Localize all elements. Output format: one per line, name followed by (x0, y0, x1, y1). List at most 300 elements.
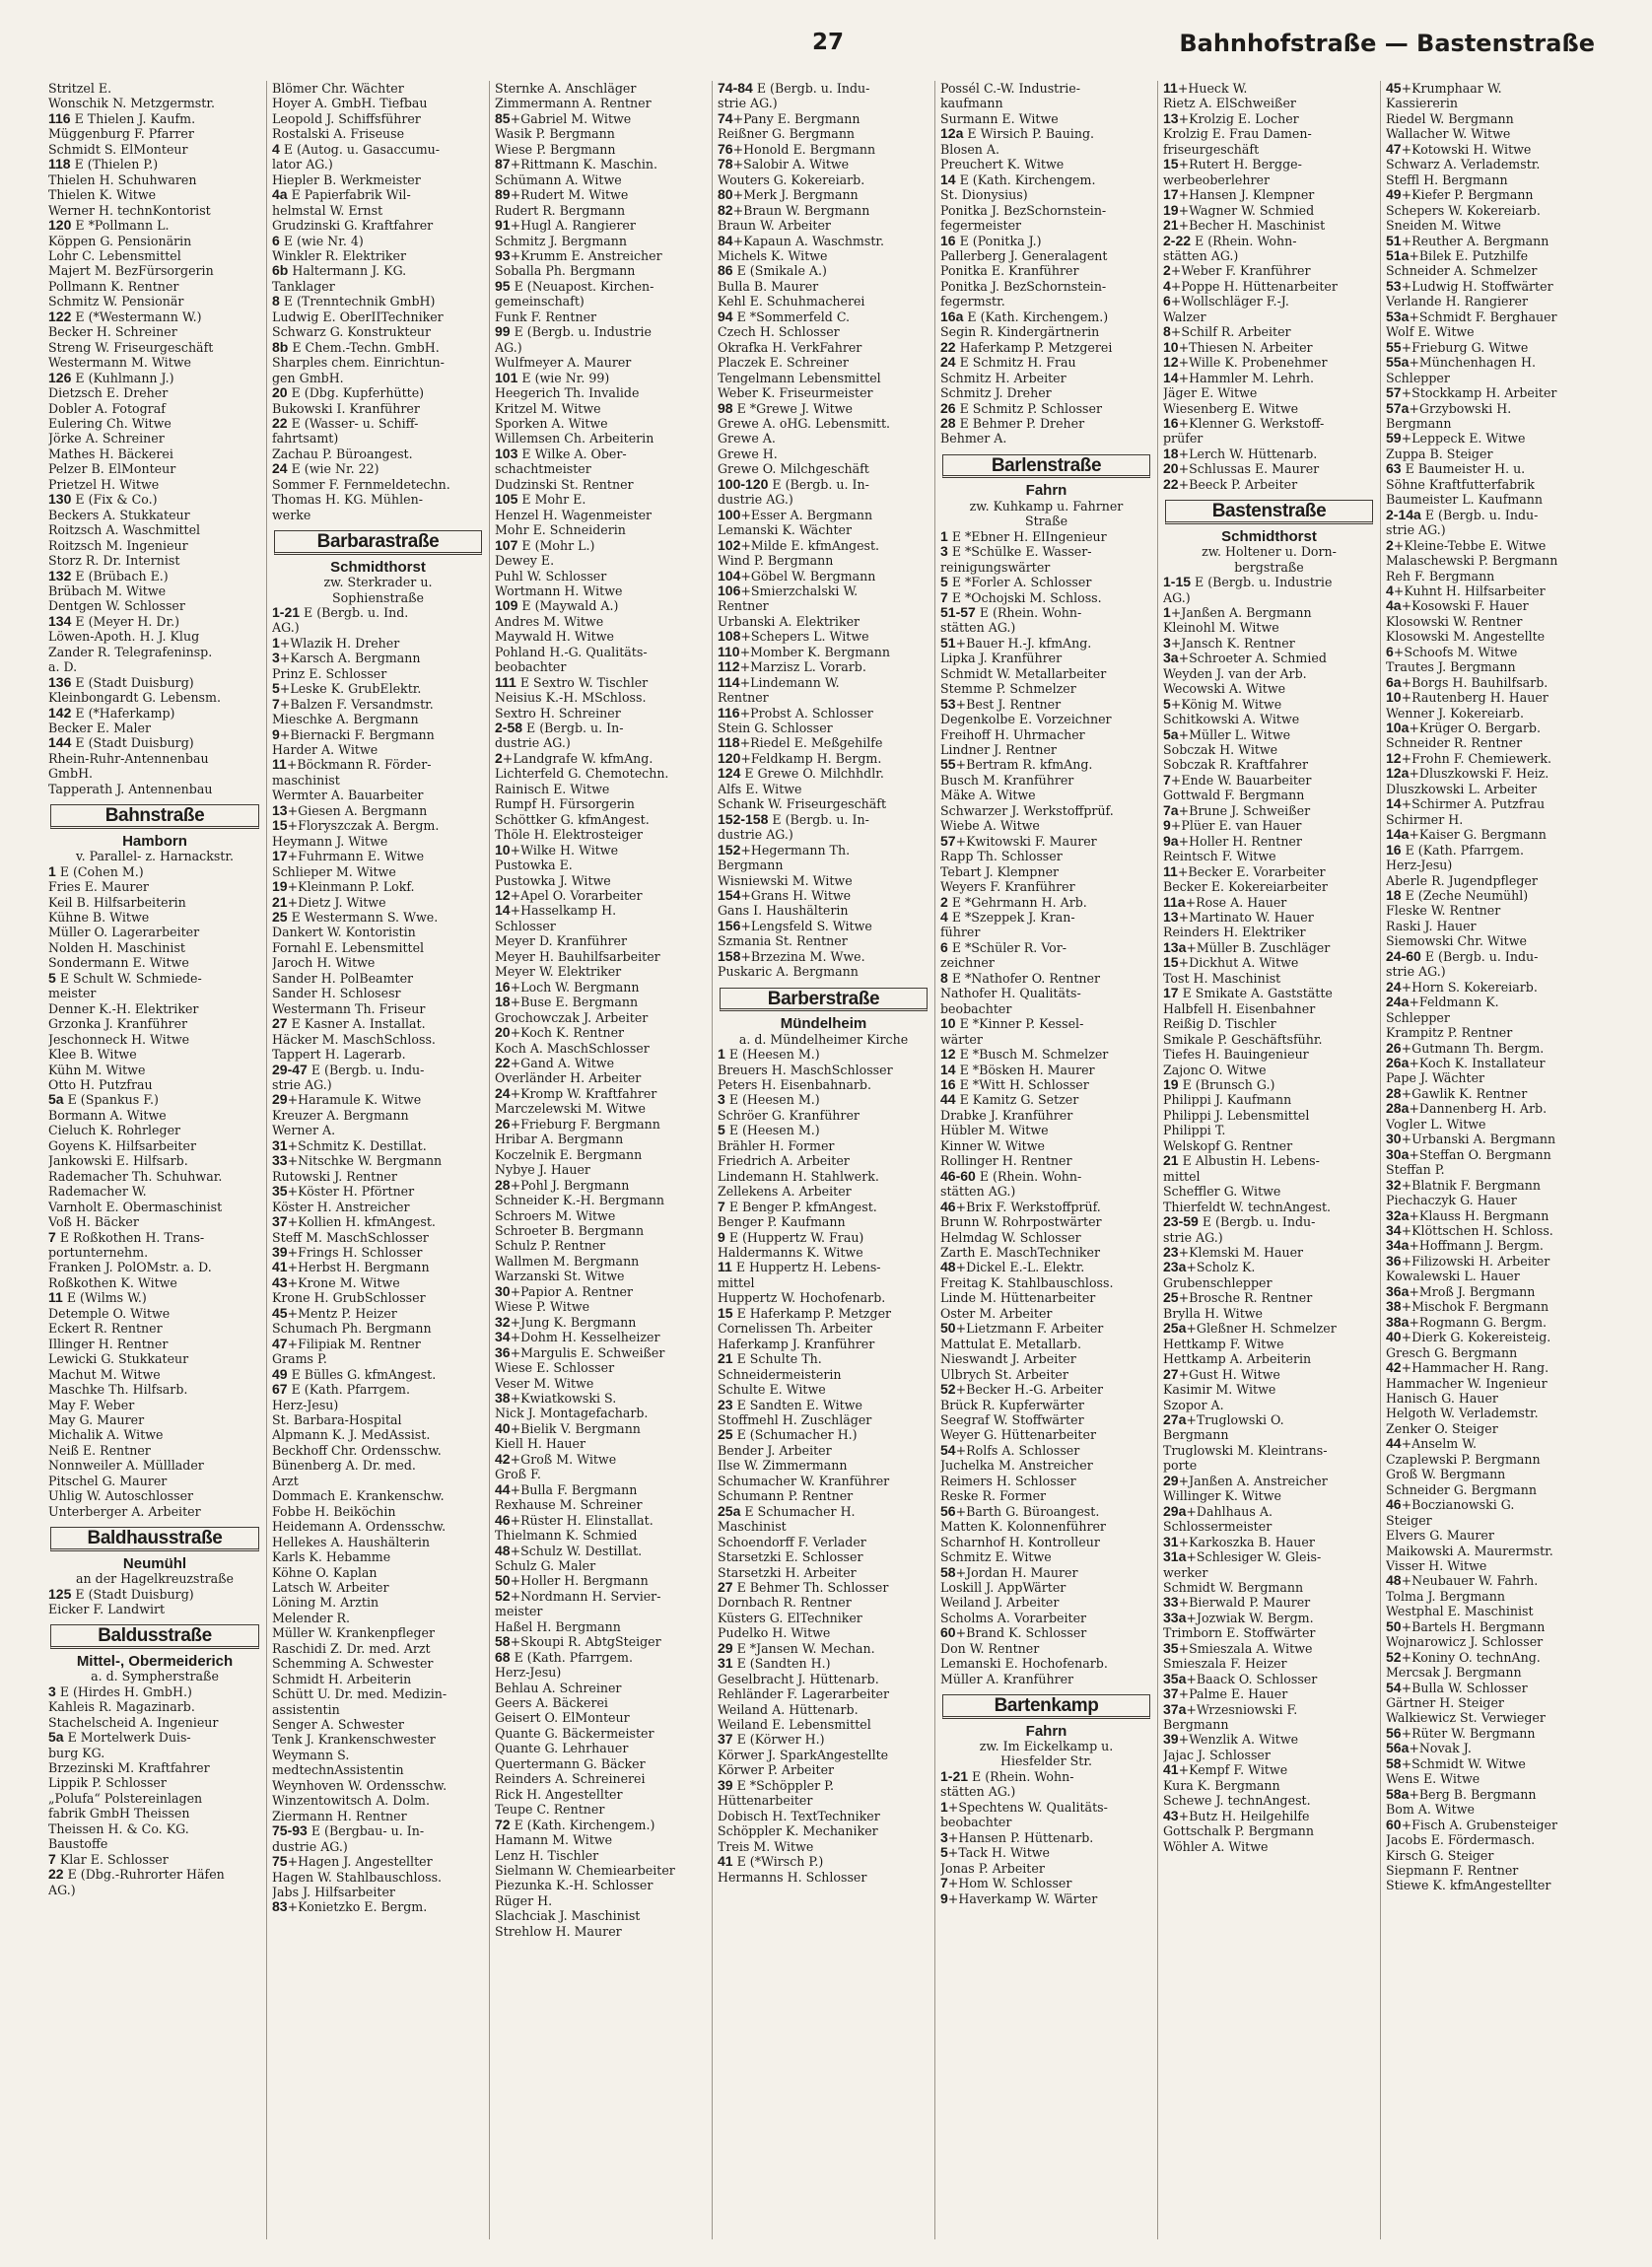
directory-entry (940, 187, 1152, 202)
entry-text: Fobbe H. Beiköchin (272, 1503, 396, 1519)
entry-text: Jeschonneck H. Witwe (48, 1031, 190, 1047)
directory-entry (1386, 1863, 1598, 1878)
entry-text: E (Kath. Pfarrgem. (291, 1382, 410, 1398)
entry-text: Grams P. (272, 1351, 327, 1367)
directory-entry (718, 659, 929, 674)
house-number: 7 (48, 1851, 56, 1867)
entry-text: stätten AG.) (940, 1184, 1016, 1200)
directory-entry (940, 1580, 1152, 1595)
entry-text: Köhne O. Kaplan (272, 1564, 378, 1580)
directory-entry (940, 1321, 1152, 1336)
directory-entry (272, 294, 484, 309)
directory-entry (1163, 1702, 1375, 1717)
entry-text: +Novak J. (1409, 1741, 1472, 1756)
house-number: 1 (272, 635, 280, 651)
entry-text: +Krolzig E. Locher (1178, 110, 1299, 126)
entry-text: Tolma J. Bergmann (1386, 1588, 1506, 1604)
entry-text: +Butz H. Heilgehilfe (1178, 1808, 1310, 1823)
directory-entry (272, 1412, 484, 1427)
house-number: 44 (940, 1092, 956, 1108)
entry-text: +Krone M. Witwe (287, 1274, 400, 1290)
entry-text: Klosowski M. Angestellte (1386, 629, 1546, 645)
entry-text: Tanklager (272, 278, 335, 294)
entry-text: Michels K. Witwe (718, 247, 828, 263)
entry-text: Storz R. Dr. Internist (48, 553, 180, 569)
directory-entry (1386, 812, 1598, 827)
entry-text: E (Rhein. Wohn- (1195, 233, 1297, 248)
directory-entry (940, 818, 1152, 833)
house-number: 53 (1386, 278, 1402, 294)
directory-entry (718, 1762, 929, 1777)
directory-entry (1163, 234, 1375, 248)
directory-entry (718, 1230, 929, 1245)
directory-entry (1163, 605, 1375, 620)
entry-text: Don W. Rentner (940, 1640, 1040, 1656)
house-number: 42 (495, 1451, 511, 1467)
directory-entry (48, 1351, 261, 1366)
directory-entry (940, 1200, 1152, 1214)
entry-text: +Hammler M. Lehrh. (1178, 370, 1314, 385)
district-name: Fahrn (1025, 1722, 1067, 1740)
directory-entry (1163, 355, 1375, 370)
directory-entry (495, 111, 707, 126)
house-number: 20 (1163, 461, 1179, 477)
directory-entry (940, 620, 1152, 635)
entry-text: +Kleine-Tebbe E. Witwe (1393, 537, 1547, 553)
entry-text: Dankert W. Kontoristin (272, 925, 416, 940)
entry-text: Quertermann G. Bäcker (495, 1755, 646, 1771)
house-number: 1 (940, 528, 948, 544)
directory-entry (718, 1549, 929, 1564)
entry-text: +Haramule K. Witwe (287, 1092, 422, 1108)
entry-text: Smieszala F. Heizer (1163, 1656, 1287, 1672)
entry-text: +Klauss H. Bergmann (1409, 1207, 1549, 1223)
house-number: 12 (1386, 750, 1402, 766)
entry-text: Kassiererin (1386, 96, 1458, 111)
entry-text: St. Barbara-Hospital (272, 1411, 402, 1427)
entry-text: Haldermanns K. Witwe (718, 1244, 863, 1260)
directory-entry (48, 431, 261, 446)
directory-entry (495, 1299, 707, 1314)
house-number: 14a (1386, 827, 1410, 843)
house-number: 10 (1386, 690, 1402, 706)
entry-text: Overländer H. Arbeiter (495, 1070, 642, 1086)
entry-text: Hettkamp F. Witwe (1163, 1336, 1284, 1351)
entry-text: E Roßkothen H. Trans- (59, 1229, 205, 1245)
entry-text: E Kamitz G. Setzer (959, 1092, 1079, 1108)
entry-text: +Rüter W. Bergmann (1401, 1725, 1536, 1741)
house-number: 2-22 (1163, 233, 1192, 248)
directory-entry (495, 1695, 707, 1710)
entry-text: +Schmidt W. Witwe (1401, 1755, 1526, 1771)
directory-entry (1163, 294, 1375, 309)
directory-entry (495, 1284, 707, 1299)
directory-entry (718, 1337, 929, 1351)
entry-text: E Wirsich P. Bauing. (967, 126, 1095, 142)
entry-text: +Tack H. Witwe (947, 1845, 1050, 1861)
entry-text: +Gleßner H. Schmelzer (1186, 1321, 1337, 1337)
entry-text: Mäke A. Witwe (940, 788, 1036, 803)
directory-entry (1386, 1467, 1598, 1481)
entry-text: Pape J. Wächter (1386, 1070, 1485, 1086)
entry-text: Schewe J. technAngest. (1163, 1793, 1311, 1809)
directory-entry (1386, 263, 1598, 278)
directory-entry (495, 1726, 707, 1741)
entry-text: +Horn S. Kokereiarb. (1401, 979, 1538, 995)
entry-text: Alfs E. Witwe (718, 781, 802, 796)
entry-text: lator AG.) (272, 157, 333, 172)
directory-entry (1386, 629, 1598, 644)
house-number: 122 (48, 309, 72, 324)
directory-entry (1386, 1619, 1598, 1634)
entry-text: Pustowka J. Witwe (495, 872, 611, 888)
entry-text: Ludwig E. OberIITechniker (272, 309, 444, 324)
entry-text: fegermeister (940, 218, 1022, 234)
entry-text: Weyden J. van der Arb. (1163, 665, 1307, 681)
entry-text: Schumann P. Rentner (718, 1488, 854, 1504)
directory-column-3 (489, 81, 712, 2239)
entry-text: Gottschalk P. Bergmann (1163, 1823, 1314, 1839)
entry-text: Löwen-Apoth. H. J. Klug (48, 629, 200, 645)
house-number: 23a (1163, 1260, 1187, 1275)
directory-entry (1163, 1809, 1375, 1823)
entry-text: +Haverkamp W. Wärter (947, 1890, 1098, 1906)
entry-text: +Mentz P. Heizer (287, 1305, 397, 1321)
house-number: 29a (1163, 1503, 1187, 1519)
entry-text: +Urbanski A. Bergmann (1401, 1132, 1556, 1147)
entry-text: E Albustin H. Lebens- (1182, 1153, 1320, 1169)
entry-text: +Becher H. Maschinist (1178, 218, 1326, 234)
house-number: 16 (1163, 415, 1179, 431)
entry-text: +Schroeter A. Schmied (1178, 651, 1327, 666)
house-number: 1 (718, 1047, 725, 1063)
directory-entry (718, 1245, 929, 1260)
entry-text: Winzentowitsch A. Dolm. (272, 1793, 430, 1809)
directory-entry (48, 1852, 261, 1867)
house-number: 37 (272, 1214, 288, 1230)
house-number: 2 (495, 750, 503, 766)
house-number: 9 (1163, 818, 1171, 834)
entry-text: Haferkamp J. Kranführer (718, 1336, 875, 1351)
directory-entry (718, 203, 929, 218)
entry-text: Wöhler A. Witwe (1163, 1838, 1269, 1854)
directory-entry (1163, 1504, 1375, 1519)
directory-entry (718, 782, 929, 796)
entry-text: E (Rhein. Wohn- (979, 604, 1082, 620)
directory-entry (1163, 431, 1375, 446)
entry-text: +Marzisz L. Vorarb. (739, 659, 866, 675)
directory-entry (1163, 187, 1375, 202)
directory-entry (272, 1488, 484, 1503)
entry-text: +Dohm H. Kesselheizer (510, 1330, 660, 1345)
directory-entry (940, 385, 1152, 400)
entry-text: Haferkamp P. Metzgerei (959, 339, 1113, 355)
directory-entry (718, 522, 929, 537)
house-number: 132 (48, 568, 72, 584)
house-number: 38 (495, 1390, 511, 1406)
directory-entry (48, 1775, 261, 1790)
house-number: 89 (495, 187, 511, 203)
house-number: 36a (1386, 1283, 1410, 1299)
entry-text: +Schmitz K. Destillat. (287, 1137, 427, 1153)
entry-text: +Milde E. kfmAngest. (740, 537, 880, 553)
entry-text: Bergmann (1163, 1427, 1229, 1443)
entry-text: Weyer G. Hüttenarbeiter (940, 1427, 1096, 1443)
directory-entry (495, 812, 707, 827)
entry-text: E Sandten E. Witwe (736, 1397, 862, 1412)
entry-text: Schoendorff F. Verlader (718, 1534, 866, 1549)
directory-entry (1163, 666, 1375, 681)
entry-text: +Kiefer P. Bergmann (1401, 187, 1534, 203)
entry-text: Grewe O. Milchgeschäft (718, 461, 869, 477)
house-number: 33 (1163, 1595, 1179, 1611)
directory-entry (1163, 879, 1375, 894)
entry-text: Rainisch E. Witwe (495, 781, 610, 796)
directory-entry (48, 1214, 261, 1229)
directory-entry (272, 1169, 484, 1184)
directory-entry (1386, 690, 1598, 705)
directory-entry (272, 1656, 484, 1671)
directory-entry (48, 721, 261, 735)
entry-text: Dentgen W. Schlosser (48, 598, 185, 614)
directory-entry (48, 986, 261, 1000)
entry-text: Helmdag W. Schlosser (940, 1229, 1081, 1245)
entry-text: +Smierzchalski W. (740, 583, 859, 598)
directory-entry (1386, 1710, 1598, 1725)
entry-text: E (wie Nr. 99) (521, 370, 610, 385)
directory-entry (718, 888, 929, 903)
directory-entry (272, 1702, 484, 1717)
directory-entry (718, 1854, 929, 1869)
entry-text: Michalik A. Witwe (48, 1427, 164, 1443)
directory-entry (1386, 1010, 1598, 1025)
house-number: 4 (272, 141, 280, 157)
entry-text: Kleinohl M. Witwe (1163, 620, 1279, 636)
directory-entry (940, 1656, 1152, 1671)
entry-text: +Mischok F. Bergmann (1401, 1299, 1549, 1315)
directory-entry (1386, 1513, 1598, 1528)
entry-text: porte (1163, 1458, 1198, 1474)
entry-text: E (Kath. Pfarrgem. (1405, 842, 1524, 858)
directory-entry (940, 864, 1152, 879)
house-number: 58 (1386, 1755, 1402, 1771)
directory-entry (1386, 1315, 1598, 1330)
entry-text: Weiland J. Arbeiter (940, 1595, 1060, 1611)
house-number: 12 (1163, 355, 1179, 371)
entry-text: Groß W. Bergmann (1386, 1467, 1506, 1482)
entry-text: +Rudert M. Witwe (510, 187, 629, 203)
entry-text: +Bartels H. Bergmann (1401, 1618, 1546, 1634)
entry-text: +Klöttschen H. Schloss. (1401, 1222, 1553, 1238)
directory-entry (940, 895, 1152, 910)
entry-text: Arzt (272, 1473, 299, 1488)
entry-text: Kahleis R. Magazinarb. (48, 1699, 195, 1715)
house-number: 40 (495, 1420, 511, 1436)
directory-entry (495, 371, 707, 385)
entry-text: Reh F. Bergmann (1386, 568, 1495, 584)
directory-entry (495, 355, 707, 370)
directory-entry (48, 1245, 261, 1260)
entry-text: Rumpf H. Fürsorgerin (495, 796, 635, 812)
directory-entry (718, 1672, 929, 1686)
house-number: 23 (1163, 1244, 1179, 1260)
entry-text: Vogler L. Witwe (1386, 1116, 1486, 1132)
directory-columns (43, 81, 1605, 2239)
entry-text: +Köster H. Pförtner (287, 1184, 415, 1200)
directory-entry (718, 903, 929, 918)
directory-entry (1163, 1016, 1375, 1031)
entry-text: Lewicki G. Stukkateur (48, 1351, 189, 1367)
entry-text: E (Wasser- u. Schiff- (291, 415, 419, 431)
entry-text: E (Bergb. u. In- (772, 476, 869, 492)
directory-entry (48, 96, 261, 110)
entry-text: Winkler R. Elektriker (272, 247, 407, 263)
entry-text: E (Dbg.-Ruhrorter Häfen (67, 1867, 225, 1883)
directory-entry (495, 1223, 707, 1238)
entry-text: Dietzsch E. Dreher (48, 385, 169, 401)
house-number: 78 (718, 157, 733, 172)
entry-text: E Huppertz H. Lebens- (735, 1260, 881, 1275)
entry-text: +Hasselkamp H. (510, 903, 617, 919)
entry-text: Helgoth W. Verlademstr. (1386, 1406, 1539, 1421)
directory-entry (940, 1519, 1152, 1534)
entry-text: Mohr E. Schneiderin (495, 522, 626, 538)
entry-text: +Wrzesniowski F. (1186, 1701, 1298, 1717)
directory-entry (940, 401, 1152, 416)
entry-text: gemeinschaft) (495, 294, 585, 309)
directory-entry (1386, 508, 1598, 522)
house-number: 4 (940, 910, 948, 926)
directory-entry (1386, 1056, 1598, 1070)
directory-entry (940, 1861, 1152, 1876)
entry-text: Ponitka J. BezSchornstein- (940, 202, 1107, 218)
directory-column-6 (1157, 81, 1380, 2239)
house-number: 55 (1386, 339, 1402, 355)
entry-text: +Schoofs M. Witwe (1393, 644, 1518, 659)
entry-text: Schütt U. Dr. med. Medizin- (272, 1686, 447, 1702)
house-number: 17 (1163, 986, 1179, 1001)
directory-entry (48, 1321, 261, 1336)
entry-text: Weiland A. Hüttenarb. (718, 1701, 859, 1717)
entry-text: Köppen G. Pensionärin (48, 233, 192, 248)
entry-text: +Loch W. Bergmann (510, 979, 640, 995)
directory-entry (272, 1367, 484, 1382)
entry-text: E (Bergb. u. In- (772, 811, 869, 827)
directory-entry (48, 1200, 261, 1214)
directory-entry (940, 1260, 1152, 1274)
entry-text: +Wilke H. Witwe (510, 842, 619, 858)
directory-entry (495, 126, 707, 141)
house-number: 136 (48, 674, 72, 690)
house-number: 27 (272, 1016, 288, 1032)
directory-entry (48, 569, 261, 584)
entry-text: Hermanns H. Schlosser (718, 1869, 867, 1885)
entry-text: Philippi T. (1163, 1123, 1226, 1138)
house-number: 43 (272, 1274, 288, 1290)
house-number: 76 (718, 141, 733, 157)
entry-text: Harder A. Witwe (272, 742, 379, 758)
house-number: 46-60 (940, 1168, 976, 1184)
directory-entry (1386, 447, 1598, 461)
house-number: 54 (940, 1442, 956, 1458)
directory-entry (495, 1544, 707, 1558)
entry-text: Koczelnik E. Bergmann (495, 1146, 643, 1162)
entry-text: Segin R. Kindergärtnerin (940, 324, 1100, 340)
entry-text: +Becker H.-G. Arbeiter (955, 1382, 1104, 1398)
directory-entry (48, 1821, 261, 1836)
entry-text: Uhlig W. Autoschlosser (48, 1488, 194, 1504)
entry-text: Szopor A. (1163, 1397, 1224, 1412)
directory-entry (1386, 1117, 1598, 1132)
house-number: 75-93 (272, 1823, 308, 1839)
directory-entry (1386, 1681, 1598, 1695)
entry-text: Veser M. Witwe (495, 1375, 594, 1391)
house-number: 25 (1163, 1290, 1179, 1306)
directory-entry (940, 636, 1152, 651)
directory-entry (718, 1732, 929, 1747)
entry-text: +Brzezina M. Wwe. (740, 948, 865, 964)
entry-text: GmbH. (48, 766, 94, 782)
entry-text: +Honold E. Bergmann (732, 141, 876, 157)
house-number: 16a (940, 309, 964, 324)
entry-text: beobachter (495, 659, 567, 675)
entry-text: Matten K. Kolonnenführer (940, 1519, 1106, 1535)
directory-entry (48, 1092, 261, 1107)
entry-text: werker (1163, 1564, 1208, 1580)
entry-text: +Klenner G. Werkstoff- (1178, 415, 1325, 431)
entry-text: +Rogmann G. Bergm. (1409, 1314, 1548, 1330)
entry-text: Schneidermeisterin (718, 1366, 842, 1382)
directory-entry (1386, 142, 1598, 157)
entry-text: Dewey E. (495, 553, 555, 569)
directory-entry (1163, 1184, 1375, 1199)
entry-text: Schmidt W. Bergmann (1163, 1579, 1304, 1595)
directory-entry (718, 279, 929, 294)
entry-text: +Karkoszka B. Hauer (1178, 1534, 1315, 1549)
entry-text: +Wenzlik A. Witwe (1178, 1732, 1299, 1748)
directory-entry (1163, 864, 1375, 879)
directory-entry (272, 385, 484, 400)
entry-text: Welskopf G. Rentner (1163, 1137, 1293, 1153)
entry-text: Schlepper (1386, 370, 1450, 385)
house-number: 10 (495, 842, 511, 858)
entry-text: Sander H. Schlosesr (272, 986, 401, 1001)
entry-text: fabrik GmbH Theissen (48, 1806, 190, 1821)
entry-text: Otto H. Putzfrau (48, 1077, 153, 1092)
directory-entry (1386, 309, 1598, 324)
entry-text: Wonschik N. Metzgermstr. (48, 96, 215, 111)
entry-text: +König M. Witwe (1170, 696, 1282, 712)
directory-entry (48, 1398, 261, 1412)
directory-entry (272, 1184, 484, 1199)
street-heading: Barlenstraße (942, 454, 1150, 478)
directory-entry (1386, 1650, 1598, 1665)
house-number: 27 (1163, 1366, 1179, 1382)
directory-entry (495, 919, 707, 933)
directory-entry (940, 1108, 1152, 1123)
directory-entry (718, 1108, 929, 1123)
entry-text: fegermstr. (940, 294, 1005, 309)
entry-text: +Bauer H.-J. kfmAng. (955, 635, 1092, 651)
house-number: 87 (495, 157, 511, 172)
directory-entry (272, 925, 484, 939)
directory-entry (48, 508, 261, 522)
entry-text: Siepmann F. Rentner (1386, 1863, 1519, 1879)
directory-entry (1386, 1299, 1598, 1314)
entry-text: Klee B. Witwe (48, 1047, 137, 1063)
entry-text: Schwarz A. Verlademstr. (1386, 157, 1541, 172)
house-number: 9 (940, 1890, 948, 1906)
